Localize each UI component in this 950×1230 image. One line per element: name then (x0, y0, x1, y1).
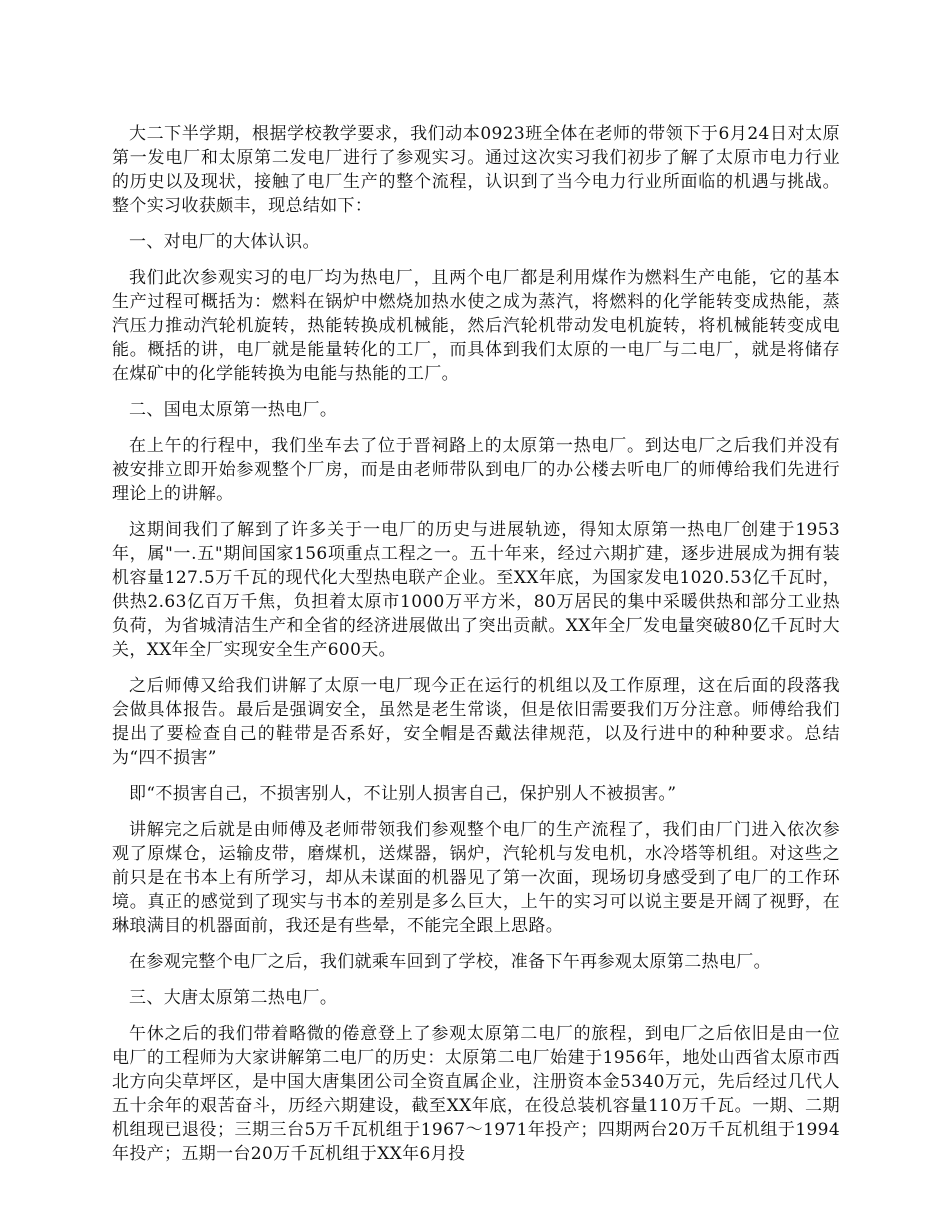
paragraph-plant-one-history: 这期间我们了解到了许多关于一电厂的历史与进展轨迹，得知太原第一热电厂创建于1953年，属"一.五"期间国家156项重点工程之一。五十年来，经过六期扩建，逐步进展成为拥有装机容量127.5万千瓦的现代化大型热电联产企业。至XX年底，为国家发电1020.53亿千瓦时，供热2.63亿百万千焦，负担着太原市1000万平方米，80万居民的集中采暖供热和部分工业热负荷，为省城清洁生产和全省的经济进展做出了突出贡献。XX年全厂发电量突破80亿千瓦时大关，XX年全厂实现安全生产600天。 (112, 520, 840, 660)
paragraph-return: 在参观完整个电厂之后，我们就乘车回到了学校，准备下午再参观太原第二热电厂。 (129, 952, 771, 972)
paragraph-general-understanding: 我们此次参观实习的电厂均为热电厂，且两个电厂都是利用煤作为燃料生产电能，它的基本生产过程可概括为：燃料在锅炉中燃烧加热水使之成为蒸汽，将燃料的化学能转变成热能，蒸汽压力推动汽轮机旋转，热能转换成机械能，然后汽轮机带动发电机旋转，将机械能转变成电能。概括的讲，电厂就是能量转化的工厂，而具体到我们太原的一电厂与二电厂，就是将储存在煤矿中的化学能转换为电能与热能的工厂。 (112, 268, 840, 384)
section-heading-3: 三、大唐太原第二热电厂。 (129, 988, 338, 1008)
paragraph-plant-tour: 讲解完之后就是由师傅及老师带领我们参观整个电厂的生产流程了，我们由厂门进入依次参观了原煤仓，运输皮带，磨煤机，送煤器，锅炉，汽轮机与发电机，水冷塔等机组。对这些之前只是在书本上有所学习，却从未谋面的机器见了第一次面，现场切身感受到了电厂的工作环境。真正的感觉到了现实与书本的差别是多么巨大，上午的实习可以说主要是开阔了视野，在琳琅满目的机器面前，我还是有些晕，不能完全跟上思路。 (112, 820, 840, 936)
section-heading-1: 一、对电厂的大体认识。 (129, 232, 320, 252)
paragraph-safety-briefing: 之后师傅又给我们讲解了太原一电厂现今正在运行的机组以及工作原理，这在后面的段落我会做具体报告。最后是强调安全，虽然是老生常谈，但是依旧需要我们万分注意。师傅给我们提出了要检查自己的鞋带是否系好，安全帽是否戴法律规范，以及行进中的种种要求。总结为“四不损害” (112, 676, 840, 768)
section-heading-2: 二、国电太原第一热电厂。 (129, 400, 338, 420)
paragraph-four-no-harm: 即“不损害自己，不损害别人，不让别人损害自己，保护别人不被损害。” (129, 784, 677, 804)
paragraph-plant-two-history: 午休之后的我们带着略微的倦意登上了参观太原第二电厂的旅程，到电厂之后依旧是由一位电厂的工程师为大家讲解第二电厂的历史：太原第二电厂始建于1956年，地处山西省太原市西北方向尖草坪区，是中国大唐集团公司全资直属企业，注册资本金5340万元，先后经过几代人五十余年的艰苦奋斗，历经六期建设，截至XX年底，在役总装机容量110万千瓦。一期、二期机组现已退役；三期三台5万千瓦机组于1967～1971年投产；四期两台20万千瓦机组于1994年投产；五期一台20万千瓦机组于XX年6月投 (112, 1024, 840, 1164)
document-body (112, 122, 840, 1178)
paragraph-intro: 大二下半学期，根据学校教学要求，我们动本0923班全体在老师的带领下于6月24日对太原第一发电厂和太原第二发电厂进行了参观实习。通过这次实习我们初步了解了太原市电力行业的历史以及现状，接触了电厂生产的整个流程，认识到了当今电力行业所面临的机遇与挑战。整个实习收获颇丰，现总结如下： (112, 124, 840, 216)
paragraph-morning-trip: 在上午的行程中，我们坐车去了位于晋祠路上的太原第一热电厂。到达电厂之后我们并没有被安排立即开始参观整个厂房，而是由老师带队到电厂的办公楼去听电厂的师傅给我们先进行理论上的讲解。 (112, 436, 840, 504)
